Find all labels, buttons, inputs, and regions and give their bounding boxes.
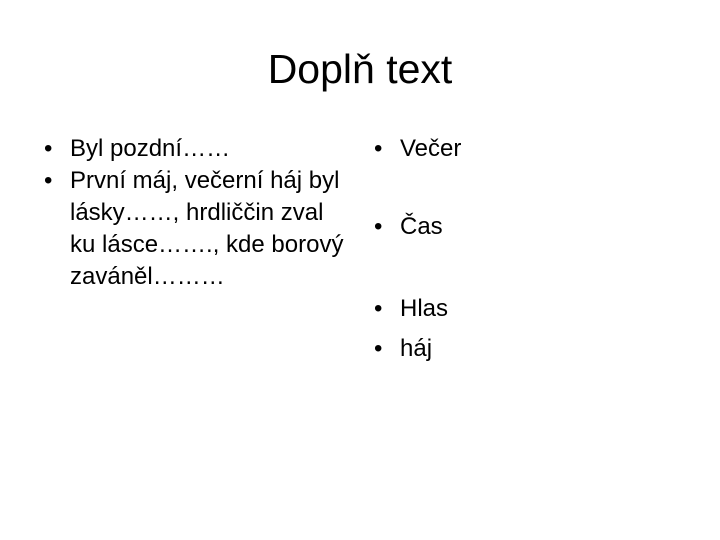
bullet-icon: • <box>374 213 383 240</box>
left-item-text: Byl pozdní…… <box>70 135 231 162</box>
left-bullet-list <box>44 133 354 293</box>
right-list-item <box>374 333 700 365</box>
bullet-icon: • <box>374 335 383 362</box>
bullet-icon: • <box>44 135 53 162</box>
slide-title: Doplň text <box>267 46 453 92</box>
right-item-text: Večer <box>400 135 462 162</box>
right-list-item <box>374 211 700 243</box>
left-item-text: První máj, večerní háj byl lásky……, hrdliččin zval ku lásce……., kde borový zaváněl……… <box>70 167 344 290</box>
left-list-item <box>44 133 354 165</box>
right-item-text: Hlas <box>400 295 449 322</box>
right-list-item <box>374 293 700 325</box>
right-item-text: háj <box>400 335 433 362</box>
bullet-icon: • <box>374 295 383 322</box>
bullet-icon: • <box>374 135 383 162</box>
right-list-item <box>374 133 700 165</box>
right-item-text: Čas <box>400 213 443 240</box>
bullet-icon: • <box>44 167 53 194</box>
left-list-item <box>44 165 354 293</box>
